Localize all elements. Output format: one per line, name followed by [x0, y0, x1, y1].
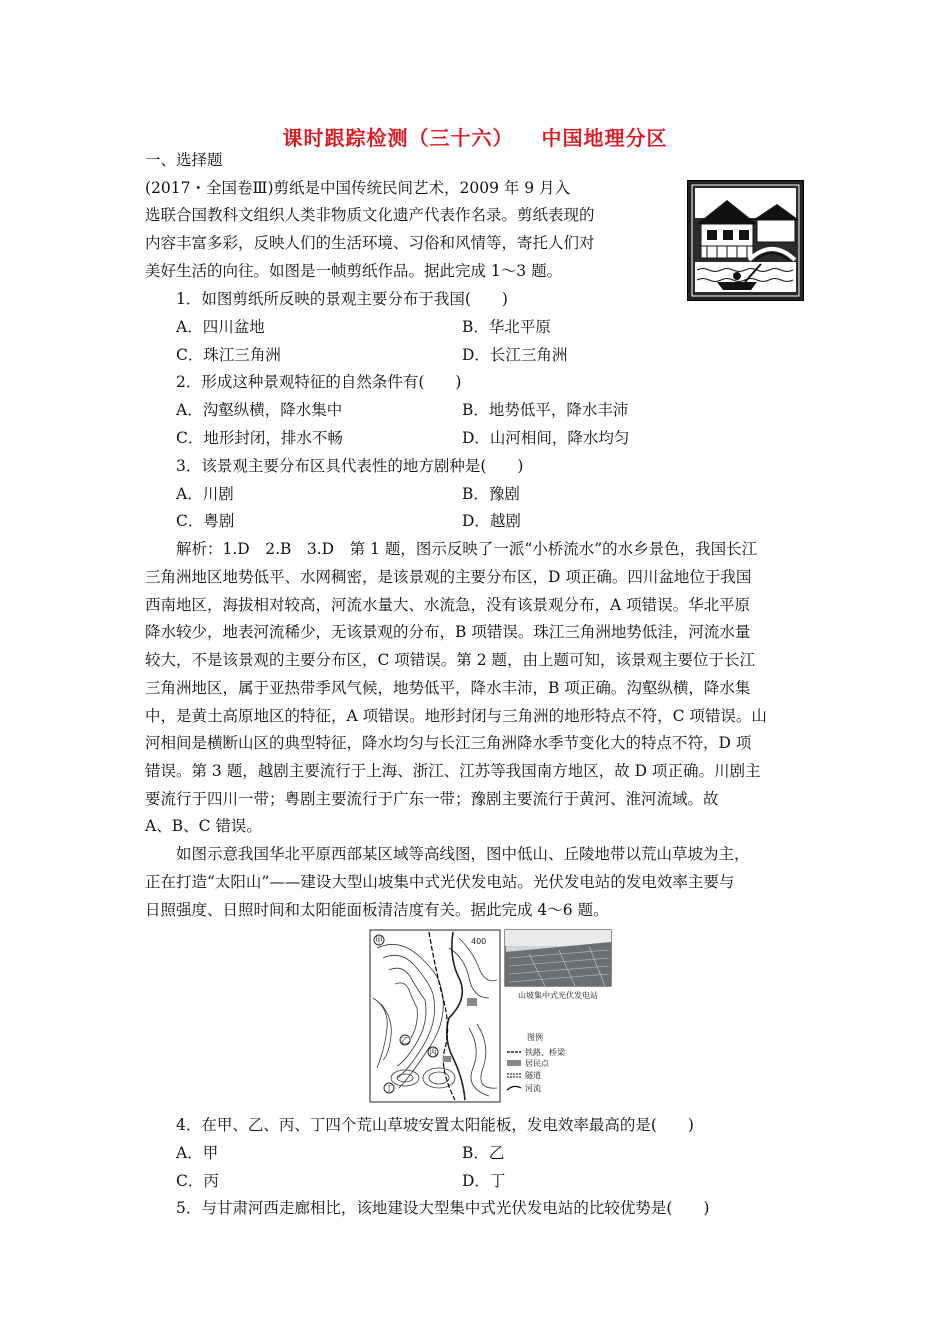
intro1-line-1: (2017・全国卷Ⅲ)剪纸是中国传统民间艺术，2009 年 9 月入 [145, 179, 571, 197]
section-heading: 一、选择题 [145, 151, 223, 169]
mark-bing: 丙 [429, 1048, 437, 1057]
q3-stem: 3．该景观主要分布区具代表性的地方剧种是( ) [176, 457, 524, 475]
analysis-line-9: 错误。第 3 题，越剧主要流行于上海、浙江、江苏等我国南方地区，故 D 项正确。川剧主 [145, 762, 761, 780]
legend-river-label: 河流 [525, 1084, 541, 1093]
analysis-line-4: 降水较少，地表河流稀少，无该景观的分布，B 项错误。珠江三角洲地势低洼，河流水量 [145, 623, 751, 641]
analysis-line-2: 三角洲地区地势低平、水网稠密，是该景观的主要分布区，D 项正确。四川盆地位于我国 [145, 568, 752, 586]
q2-option-a: A．沟壑纵横，降水集中 [176, 401, 343, 419]
q1-option-c: C．珠江三角洲 [176, 346, 281, 364]
q1-option-a: A．四川盆地 [176, 318, 265, 336]
papercut-image [687, 180, 804, 301]
q3-option-d: D．越剧 [462, 512, 521, 530]
analysis-line-10: 要流行于四川一带；粤剧主要流行于广东一带；豫剧主要流行于黄河、淮河流域。故 [145, 790, 719, 808]
page-title [0, 122, 950, 151]
q1-stem: 1．如图剪纸所反映的景观主要分布于我国( ) [176, 290, 508, 308]
legend-title: 图例 [527, 1033, 543, 1042]
title-main: 课时跟踪检测（三十六） [282, 126, 514, 150]
intro1-line-3: 内容丰富多彩，反映人们的生活环境、习俗和风情等，寄托人们对 [145, 234, 595, 252]
contour-label-400: 400 [471, 937, 487, 946]
legend-river-symbol [507, 1086, 521, 1090]
q3-option-c: C．粤剧 [176, 512, 235, 530]
contour-map-figure [369, 928, 613, 1104]
title-topic: 中国地理分区 [541, 126, 668, 150]
q4-option-a: A．甲 [176, 1144, 219, 1162]
q3-option-b: B．豫剧 [462, 485, 520, 503]
q3-option-a: A．川剧 [176, 485, 234, 503]
intro1-line-4: 美好生活的向往。如图是一帧剪纸作品。据此完成 1～3 题。 [145, 262, 563, 280]
analysis-line-3: 西南地区，海拔相对较高，河流水量大、水流急，没有该景观分布，A 项错误。华北平原 [145, 596, 751, 614]
analysis-line-7: 中，是黄土高原地区的特征，A 项错误。地形封闭与三角洲的地形特点不符，C 项错误。山 [145, 707, 767, 725]
q4-option-c: C．丙 [176, 1172, 219, 1190]
intro1-line-2: 选联合国教科文组织人类非物质文化遗产代表作名录。剪纸表现的 [145, 206, 595, 224]
q4-option-b: B．乙 [462, 1144, 505, 1162]
q5-stem: 5．与甘肃河西走廊相比，该地建设大型集中式光伏发电站的比较优势是( ) [176, 1199, 710, 1217]
q2-option-c: C．地形封闭，排水不畅 [176, 429, 343, 447]
q1-option-b: B．华北平原 [462, 318, 551, 336]
photo-caption: 山坡集中式光伏发电站 [518, 991, 598, 1000]
analysis-line-11: A、B、C 错误。 [145, 817, 262, 835]
mark-ding: 丁 [385, 1084, 393, 1093]
intro2-line-2: 正在打造“太阳山”——建设大型山坡集中式光伏发电站。光伏发电站的发电效率主要与 [145, 873, 735, 891]
legend-settlement-symbol [507, 1060, 521, 1066]
q1-option-d: D．长江三角洲 [462, 346, 568, 364]
legend-settlement-label: 居民点 [525, 1059, 549, 1068]
mark-yi: 乙 [401, 1036, 409, 1045]
q4-stem: 4．在甲、乙、丙、丁四个荒山草坡安置太阳能板，发电效率最高的是( ) [176, 1116, 694, 1134]
legend-railway-label: 铁路、桥梁 [525, 1048, 565, 1057]
q2-stem: 2．形成这种景观特征的自然条件有( ) [176, 373, 462, 391]
analysis-line-6: 三角洲地区，属于亚热带季风气候，地势低平，降水丰沛，B 项正确。沟壑纵横，降水集 [145, 679, 751, 697]
q2-option-d: D．山河相间，降水均匀 [462, 429, 630, 447]
analysis-line-1: 解析：1.D 2.B 3.D 第 1 题，图示反映了一派“小桥流水”的水乡景色，我国长江 [176, 540, 758, 558]
analysis-line-5: 较大，不是该景观的主要分布区，C 项错误。第 2 题，由上题可知，该景观主要位于长江 [145, 651, 756, 669]
q2-option-b: B．地势低平，降水丰沛 [462, 401, 629, 419]
analysis-line-8: 河相间是横断山区的典型特征，降水均匀与长江三角洲降水季节变化大的特点不符，D 项 [145, 734, 752, 752]
intro2-line-1: 如图示意我国华北平原西部某区域等高线图，图中低山、丘陵地带以荒山草坡为主， [176, 845, 750, 863]
legend-tunnel-label: 隧道 [525, 1071, 541, 1080]
q4-option-d: D．丁 [462, 1172, 506, 1190]
intro2-line-3: 日照强度、日照时间和太阳能面板清洁度有关。据此完成 4～6 题。 [145, 901, 609, 919]
mark-jia: 甲 [375, 936, 383, 945]
